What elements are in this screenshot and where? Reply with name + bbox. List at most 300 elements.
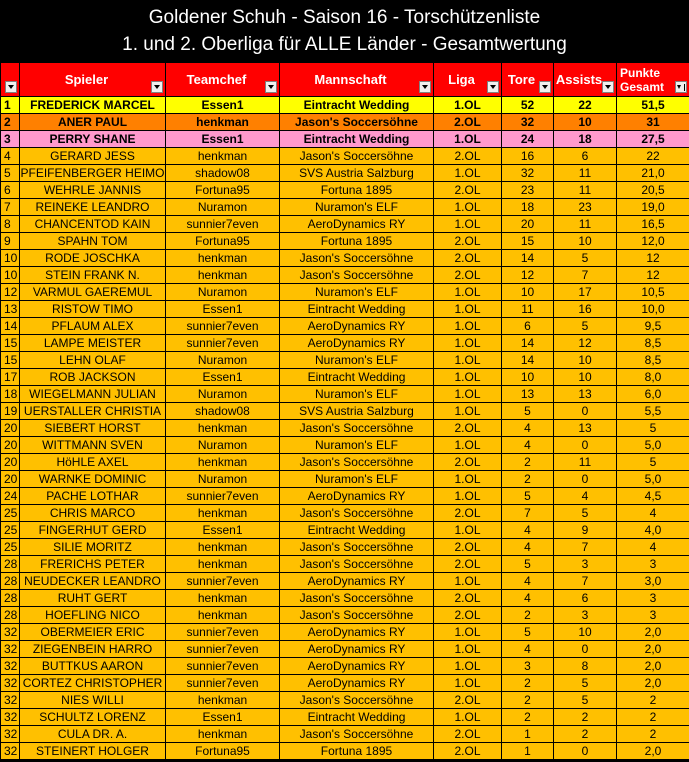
assists-cell[interactable]: 6 <box>554 148 617 165</box>
league-cell[interactable]: 1.OL <box>434 199 502 216</box>
points-cell[interactable]: 5 <box>617 454 689 471</box>
rank-cell[interactable]: 32 <box>1 641 20 658</box>
rank-cell[interactable]: 32 <box>1 624 20 641</box>
goals-cell[interactable]: 52 <box>502 97 554 114</box>
team-cell[interactable]: Eintracht Wedding <box>280 301 434 318</box>
league-cell[interactable]: 2.OL <box>434 556 502 573</box>
points-cell[interactable]: 19,0 <box>617 199 689 216</box>
filter-dropdown-icon[interactable] <box>487 81 499 93</box>
points-cell[interactable]: 2 <box>617 692 689 709</box>
league-cell[interactable]: 2.OL <box>434 148 502 165</box>
player-cell[interactable]: SIEBERT HORST <box>20 420 166 437</box>
league-cell[interactable]: 1.OL <box>434 522 502 539</box>
league-cell[interactable]: 1.OL <box>434 573 502 590</box>
rank-cell[interactable]: 32 <box>1 709 20 726</box>
player-cell[interactable]: FINGERHUT GERD <box>20 522 166 539</box>
manager-cell[interactable]: Essen1 <box>166 301 280 318</box>
player-cell[interactable]: UERSTALLER CHRISTIA <box>20 403 166 420</box>
rank-cell[interactable]: 13 <box>1 301 20 318</box>
goals-cell[interactable]: 2 <box>502 454 554 471</box>
points-cell[interactable]: 10,5 <box>617 284 689 301</box>
points-cell[interactable]: 20,5 <box>617 182 689 199</box>
assists-cell[interactable]: 17 <box>554 284 617 301</box>
manager-cell[interactable]: sunnier7even <box>166 573 280 590</box>
rank-cell[interactable]: 28 <box>1 590 20 607</box>
goals-cell[interactable]: 2 <box>502 709 554 726</box>
points-cell[interactable]: 5,5 <box>617 403 689 420</box>
goals-cell[interactable]: 2 <box>502 471 554 488</box>
assists-cell[interactable]: 5 <box>554 505 617 522</box>
league-cell[interactable]: 1.OL <box>434 471 502 488</box>
goals-cell[interactable]: 18 <box>502 199 554 216</box>
manager-cell[interactable]: shadow08 <box>166 165 280 182</box>
team-cell[interactable]: Jason's Soccersöhne <box>280 148 434 165</box>
rank-cell[interactable]: 32 <box>1 675 20 692</box>
player-cell[interactable]: PACHE LOTHAR <box>20 488 166 505</box>
manager-cell[interactable]: sunnier7even <box>166 658 280 675</box>
goals-cell[interactable]: 4 <box>502 573 554 590</box>
filter-dropdown-icon[interactable] <box>539 81 551 93</box>
goals-cell[interactable]: 4 <box>502 437 554 454</box>
filter-dropdown-icon[interactable] <box>5 81 17 93</box>
goals-cell[interactable]: 2 <box>502 692 554 709</box>
league-cell[interactable]: 1.OL <box>434 709 502 726</box>
rank-cell[interactable]: 32 <box>1 658 20 675</box>
league-cell[interactable]: 1.OL <box>434 369 502 386</box>
player-cell[interactable]: WIEGELMANN JULIAN <box>20 386 166 403</box>
league-cell[interactable]: 2.OL <box>434 182 502 199</box>
assists-cell[interactable]: 2 <box>554 726 617 743</box>
manager-cell[interactable]: sunnier7even <box>166 216 280 233</box>
player-cell[interactable]: STEIN FRANK N. <box>20 267 166 284</box>
player-cell[interactable]: FREDERICK MARCEL <box>20 97 166 114</box>
assists-cell[interactable]: 22 <box>554 97 617 114</box>
manager-cell[interactable]: henkman <box>166 556 280 573</box>
team-cell[interactable]: SVS Austria Salzburg <box>280 403 434 420</box>
league-cell[interactable]: 2.OL <box>434 590 502 607</box>
team-cell[interactable]: Fortuna 1895 <box>280 182 434 199</box>
rank-cell[interactable]: 4 <box>1 148 20 165</box>
manager-cell[interactable]: Essen1 <box>166 709 280 726</box>
filter-dropdown-icon[interactable] <box>265 81 277 93</box>
player-cell[interactable]: NIES WILLI <box>20 692 166 709</box>
assists-cell[interactable]: 4 <box>554 488 617 505</box>
league-cell[interactable]: 1.OL <box>434 403 502 420</box>
rank-cell[interactable]: 17 <box>1 369 20 386</box>
league-cell[interactable]: 2.OL <box>434 454 502 471</box>
manager-cell[interactable]: henkman <box>166 454 280 471</box>
assists-cell[interactable]: 0 <box>554 743 617 760</box>
rank-cell[interactable]: 7 <box>1 199 20 216</box>
league-cell[interactable]: 2.OL <box>434 743 502 760</box>
league-cell[interactable]: 1.OL <box>434 131 502 148</box>
team-cell[interactable]: AeroDynamics RY <box>280 488 434 505</box>
rank-cell[interactable]: 12 <box>1 284 20 301</box>
assists-cell[interactable]: 16 <box>554 301 617 318</box>
player-cell[interactable]: LEHN OLAF <box>20 352 166 369</box>
team-cell[interactable]: Nuramon's ELF <box>280 386 434 403</box>
manager-cell[interactable]: Nuramon <box>166 437 280 454</box>
rank-cell[interactable]: 9 <box>1 233 20 250</box>
assists-cell[interactable]: 0 <box>554 437 617 454</box>
manager-cell[interactable]: sunnier7even <box>166 318 280 335</box>
rank-cell[interactable]: 5 <box>1 165 20 182</box>
goals-cell[interactable]: 5 <box>502 556 554 573</box>
goals-cell[interactable]: 14 <box>502 352 554 369</box>
manager-cell[interactable]: Nuramon <box>166 352 280 369</box>
player-cell[interactable]: CHRIS MARCO <box>20 505 166 522</box>
rank-cell[interactable]: 1 <box>1 97 20 114</box>
player-cell[interactable]: RUHT GERT <box>20 590 166 607</box>
league-cell[interactable]: 1.OL <box>434 624 502 641</box>
rank-cell[interactable]: 28 <box>1 556 20 573</box>
points-cell[interactable]: 2,0 <box>617 641 689 658</box>
player-cell[interactable]: REINEKE LEANDRO <box>20 199 166 216</box>
rank-cell[interactable]: 8 <box>1 216 20 233</box>
assists-cell[interactable]: 5 <box>554 692 617 709</box>
assists-cell[interactable]: 11 <box>554 182 617 199</box>
team-cell[interactable]: Jason's Soccersöhne <box>280 590 434 607</box>
player-cell[interactable]: ANER PAUL <box>20 114 166 131</box>
team-cell[interactable]: Eintracht Wedding <box>280 131 434 148</box>
league-cell[interactable]: 2.OL <box>434 250 502 267</box>
manager-cell[interactable]: henkman <box>166 267 280 284</box>
assists-cell[interactable]: 5 <box>554 318 617 335</box>
team-cell[interactable]: Nuramon's ELF <box>280 284 434 301</box>
goals-cell[interactable]: 4 <box>502 641 554 658</box>
team-cell[interactable]: Jason's Soccersöhne <box>280 250 434 267</box>
points-cell[interactable]: 3 <box>617 556 689 573</box>
points-cell[interactable]: 2,0 <box>617 743 689 760</box>
player-cell[interactable]: SPAHN TOM <box>20 233 166 250</box>
rank-cell[interactable]: 24 <box>1 488 20 505</box>
player-cell[interactable]: SILIE MORITZ <box>20 539 166 556</box>
goals-cell[interactable]: 15 <box>502 233 554 250</box>
assists-cell[interactable]: 18 <box>554 131 617 148</box>
player-cell[interactable]: WARNKE DOMINIC <box>20 471 166 488</box>
manager-cell[interactable]: sunnier7even <box>166 641 280 658</box>
team-cell[interactable]: Jason's Soccersöhne <box>280 539 434 556</box>
assists-cell[interactable]: 3 <box>554 607 617 624</box>
manager-cell[interactable]: sunnier7even <box>166 675 280 692</box>
manager-cell[interactable]: Fortuna95 <box>166 743 280 760</box>
league-cell[interactable]: 1.OL <box>434 437 502 454</box>
manager-cell[interactable]: sunnier7even <box>166 488 280 505</box>
league-cell[interactable]: 2.OL <box>434 267 502 284</box>
assists-cell[interactable]: 12 <box>554 335 617 352</box>
points-cell[interactable]: 31 <box>617 114 689 131</box>
filter-dropdown-icon[interactable] <box>602 81 614 93</box>
assists-cell[interactable]: 9 <box>554 522 617 539</box>
team-cell[interactable]: Nuramon's ELF <box>280 352 434 369</box>
rank-cell[interactable]: 28 <box>1 573 20 590</box>
points-cell[interactable]: 2,0 <box>617 658 689 675</box>
points-cell[interactable]: 4,0 <box>617 522 689 539</box>
team-cell[interactable]: AeroDynamics RY <box>280 216 434 233</box>
team-cell[interactable]: AeroDynamics RY <box>280 573 434 590</box>
team-cell[interactable]: Jason's Soccersöhne <box>280 692 434 709</box>
points-cell[interactable]: 8,5 <box>617 352 689 369</box>
rank-cell[interactable]: 28 <box>1 607 20 624</box>
goals-cell[interactable]: 14 <box>502 335 554 352</box>
manager-cell[interactable]: Essen1 <box>166 97 280 114</box>
manager-cell[interactable]: henkman <box>166 590 280 607</box>
team-cell[interactable]: AeroDynamics RY <box>280 318 434 335</box>
goals-cell[interactable]: 1 <box>502 743 554 760</box>
rank-cell[interactable]: 25 <box>1 539 20 556</box>
manager-cell[interactable]: Nuramon <box>166 284 280 301</box>
points-cell[interactable]: 10,0 <box>617 301 689 318</box>
points-cell[interactable]: 2 <box>617 726 689 743</box>
rank-cell[interactable]: 20 <box>1 437 20 454</box>
goals-cell[interactable]: 20 <box>502 216 554 233</box>
assists-cell[interactable]: 13 <box>554 420 617 437</box>
league-cell[interactable]: 1.OL <box>434 301 502 318</box>
goals-cell[interactable]: 6 <box>502 318 554 335</box>
rank-cell[interactable]: 18 <box>1 386 20 403</box>
points-cell[interactable]: 4 <box>617 539 689 556</box>
goals-cell[interactable]: 1 <box>502 726 554 743</box>
league-cell[interactable]: 2.OL <box>434 726 502 743</box>
assists-cell[interactable]: 8 <box>554 658 617 675</box>
goals-cell[interactable]: 32 <box>502 114 554 131</box>
team-cell[interactable]: Nuramon's ELF <box>280 471 434 488</box>
rank-cell[interactable]: 25 <box>1 505 20 522</box>
manager-cell[interactable]: henkman <box>166 250 280 267</box>
goals-cell[interactable]: 4 <box>502 420 554 437</box>
assists-cell[interactable]: 7 <box>554 539 617 556</box>
team-cell[interactable]: Jason's Soccersöhne <box>280 607 434 624</box>
manager-cell[interactable]: Essen1 <box>166 522 280 539</box>
points-cell[interactable]: 2,0 <box>617 675 689 692</box>
team-cell[interactable]: Fortuna 1895 <box>280 233 434 250</box>
team-cell[interactable]: Jason's Soccersöhne <box>280 505 434 522</box>
manager-cell[interactable]: henkman <box>166 539 280 556</box>
rank-cell[interactable]: 19 <box>1 403 20 420</box>
assists-cell[interactable]: 13 <box>554 386 617 403</box>
team-cell[interactable]: Jason's Soccersöhne <box>280 556 434 573</box>
league-cell[interactable]: 1.OL <box>434 675 502 692</box>
player-cell[interactable]: PERRY SHANE <box>20 131 166 148</box>
league-cell[interactable]: 2.OL <box>434 420 502 437</box>
assists-cell[interactable]: 0 <box>554 471 617 488</box>
manager-cell[interactable]: Essen1 <box>166 131 280 148</box>
league-cell[interactable]: 2.OL <box>434 539 502 556</box>
goals-cell[interactable]: 24 <box>502 131 554 148</box>
team-cell[interactable]: Fortuna 1895 <box>280 743 434 760</box>
league-cell[interactable]: 1.OL <box>434 386 502 403</box>
team-cell[interactable]: Eintracht Wedding <box>280 522 434 539</box>
assists-cell[interactable]: 10 <box>554 233 617 250</box>
manager-cell[interactable]: henkman <box>166 692 280 709</box>
player-cell[interactable]: ROB JACKSON <box>20 369 166 386</box>
rank-cell[interactable]: 3 <box>1 131 20 148</box>
assists-cell[interactable]: 3 <box>554 556 617 573</box>
goals-cell[interactable]: 13 <box>502 386 554 403</box>
league-cell[interactable]: 2.OL <box>434 114 502 131</box>
goals-cell[interactable]: 10 <box>502 284 554 301</box>
rank-cell[interactable]: 32 <box>1 743 20 760</box>
manager-cell[interactable]: henkman <box>166 148 280 165</box>
points-cell[interactable]: 6,0 <box>617 386 689 403</box>
points-cell[interactable]: 3 <box>617 590 689 607</box>
goals-cell[interactable]: 4 <box>502 522 554 539</box>
league-cell[interactable]: 2.OL <box>434 233 502 250</box>
goals-cell[interactable]: 14 <box>502 250 554 267</box>
rank-cell[interactable]: 10 <box>1 267 20 284</box>
points-cell[interactable]: 2 <box>617 709 689 726</box>
points-cell[interactable]: 16,5 <box>617 216 689 233</box>
assists-cell[interactable]: 5 <box>554 250 617 267</box>
points-cell[interactable]: 9,5 <box>617 318 689 335</box>
assists-cell[interactable]: 5 <box>554 675 617 692</box>
team-cell[interactable]: AeroDynamics RY <box>280 641 434 658</box>
points-cell[interactable]: 4 <box>617 505 689 522</box>
player-cell[interactable]: VARMUL GAEREMUL <box>20 284 166 301</box>
assists-cell[interactable]: 6 <box>554 590 617 607</box>
goals-cell[interactable]: 11 <box>502 301 554 318</box>
player-cell[interactable]: CHANCENTOD KAIN <box>20 216 166 233</box>
assists-cell[interactable]: 0 <box>554 403 617 420</box>
team-cell[interactable]: Eintracht Wedding <box>280 369 434 386</box>
points-cell[interactable]: 12 <box>617 250 689 267</box>
assists-cell[interactable]: 2 <box>554 709 617 726</box>
team-cell[interactable]: Eintracht Wedding <box>280 97 434 114</box>
team-cell[interactable]: Jason's Soccersöhne <box>280 454 434 471</box>
league-cell[interactable]: 1.OL <box>434 97 502 114</box>
points-cell[interactable]: 3 <box>617 607 689 624</box>
goals-cell[interactable]: 2 <box>502 607 554 624</box>
goals-cell[interactable]: 32 <box>502 165 554 182</box>
rank-cell[interactable]: 32 <box>1 726 20 743</box>
team-cell[interactable]: Nuramon's ELF <box>280 437 434 454</box>
goals-cell[interactable]: 12 <box>502 267 554 284</box>
team-cell[interactable]: Jason's Soccersöhne <box>280 726 434 743</box>
points-cell[interactable]: 8,5 <box>617 335 689 352</box>
points-cell[interactable]: 27,5 <box>617 131 689 148</box>
manager-cell[interactable]: sunnier7even <box>166 335 280 352</box>
points-cell[interactable]: 21,0 <box>617 165 689 182</box>
league-cell[interactable]: 1.OL <box>434 488 502 505</box>
player-cell[interactable]: WEHRLE JANNIS <box>20 182 166 199</box>
assists-cell[interactable]: 10 <box>554 369 617 386</box>
player-cell[interactable]: HOEFLING NICO <box>20 607 166 624</box>
rank-cell[interactable]: 20 <box>1 454 20 471</box>
player-cell[interactable]: RODE JOSCHKA <box>20 250 166 267</box>
assists-cell[interactable]: 23 <box>554 199 617 216</box>
league-cell[interactable]: 2.OL <box>434 692 502 709</box>
league-cell[interactable]: 2.OL <box>434 505 502 522</box>
assists-cell[interactable]: 10 <box>554 624 617 641</box>
manager-cell[interactable]: henkman <box>166 420 280 437</box>
team-cell[interactable]: AeroDynamics RY <box>280 658 434 675</box>
rank-cell[interactable]: 25 <box>1 522 20 539</box>
assists-cell[interactable]: 11 <box>554 216 617 233</box>
league-cell[interactable]: 1.OL <box>434 352 502 369</box>
player-cell[interactable]: SCHULTZ LORENZ <box>20 709 166 726</box>
team-cell[interactable]: Jason's Soccersöhne <box>280 420 434 437</box>
points-cell[interactable]: 51,5 <box>617 97 689 114</box>
assists-cell[interactable]: 7 <box>554 267 617 284</box>
rank-cell[interactable]: 6 <box>1 182 20 199</box>
goals-cell[interactable]: 2 <box>502 675 554 692</box>
points-cell[interactable]: 5,0 <box>617 437 689 454</box>
player-cell[interactable]: CULA DR. A. <box>20 726 166 743</box>
points-cell[interactable]: 4,5 <box>617 488 689 505</box>
player-cell[interactable]: CORTEZ CHRISTOPHER <box>20 675 166 692</box>
team-cell[interactable]: Jason's Soccersöhne <box>280 114 434 131</box>
points-cell[interactable]: 12 <box>617 267 689 284</box>
filter-dropdown-icon[interactable] <box>419 81 431 93</box>
rank-cell[interactable]: 20 <box>1 420 20 437</box>
player-cell[interactable]: NEUDECKER LEANDRO <box>20 573 166 590</box>
manager-cell[interactable]: sunnier7even <box>166 624 280 641</box>
points-cell[interactable]: 2,0 <box>617 624 689 641</box>
team-cell[interactable]: AeroDynamics RY <box>280 335 434 352</box>
rank-cell[interactable]: 15 <box>1 335 20 352</box>
sort-descending-icon[interactable] <box>675 81 687 93</box>
team-cell[interactable]: SVS Austria Salzburg <box>280 165 434 182</box>
assists-cell[interactable]: 7 <box>554 573 617 590</box>
goals-cell[interactable]: 4 <box>502 539 554 556</box>
rank-cell[interactable]: 10 <box>1 250 20 267</box>
assists-cell[interactable]: 10 <box>554 352 617 369</box>
rank-cell[interactable]: 14 <box>1 318 20 335</box>
manager-cell[interactable]: henkman <box>166 607 280 624</box>
league-cell[interactable]: 1.OL <box>434 641 502 658</box>
team-cell[interactable]: Nuramon's ELF <box>280 199 434 216</box>
player-cell[interactable]: PFLAUM ALEX <box>20 318 166 335</box>
goals-cell[interactable]: 23 <box>502 182 554 199</box>
points-cell[interactable]: 8,0 <box>617 369 689 386</box>
rank-cell[interactable]: 20 <box>1 471 20 488</box>
league-cell[interactable]: 1.OL <box>434 335 502 352</box>
points-cell[interactable]: 3,0 <box>617 573 689 590</box>
goals-cell[interactable]: 7 <box>502 505 554 522</box>
manager-cell[interactable]: Nuramon <box>166 199 280 216</box>
assists-cell[interactable]: 11 <box>554 165 617 182</box>
filter-dropdown-icon[interactable] <box>151 81 163 93</box>
league-cell[interactable]: 1.OL <box>434 165 502 182</box>
points-cell[interactable]: 5,0 <box>617 471 689 488</box>
manager-cell[interactable]: henkman <box>166 505 280 522</box>
goals-cell[interactable]: 3 <box>502 658 554 675</box>
league-cell[interactable]: 2.OL <box>434 607 502 624</box>
assists-cell[interactable]: 11 <box>554 454 617 471</box>
goals-cell[interactable]: 4 <box>502 590 554 607</box>
player-cell[interactable]: ZIEGENBEIN HARRO <box>20 641 166 658</box>
assists-cell[interactable]: 10 <box>554 114 617 131</box>
manager-cell[interactable]: henkman <box>166 726 280 743</box>
points-cell[interactable]: 12,0 <box>617 233 689 250</box>
league-cell[interactable]: 1.OL <box>434 658 502 675</box>
manager-cell[interactable]: Fortuna95 <box>166 233 280 250</box>
player-cell[interactable]: FRERICHS PETER <box>20 556 166 573</box>
player-cell[interactable]: OBERMEIER ERIC <box>20 624 166 641</box>
rank-cell[interactable]: 2 <box>1 114 20 131</box>
goals-cell[interactable]: 10 <box>502 369 554 386</box>
goals-cell[interactable]: 16 <box>502 148 554 165</box>
player-cell[interactable]: HöHLE AXEL <box>20 454 166 471</box>
manager-cell[interactable]: Fortuna95 <box>166 182 280 199</box>
player-cell[interactable]: GERARD JESS <box>20 148 166 165</box>
manager-cell[interactable]: Essen1 <box>166 369 280 386</box>
player-cell[interactable]: RISTOW TIMO <box>20 301 166 318</box>
team-cell[interactable]: Eintracht Wedding <box>280 709 434 726</box>
points-cell[interactable]: 5 <box>617 420 689 437</box>
rank-cell[interactable]: 15 <box>1 352 20 369</box>
league-cell[interactable]: 1.OL <box>434 216 502 233</box>
